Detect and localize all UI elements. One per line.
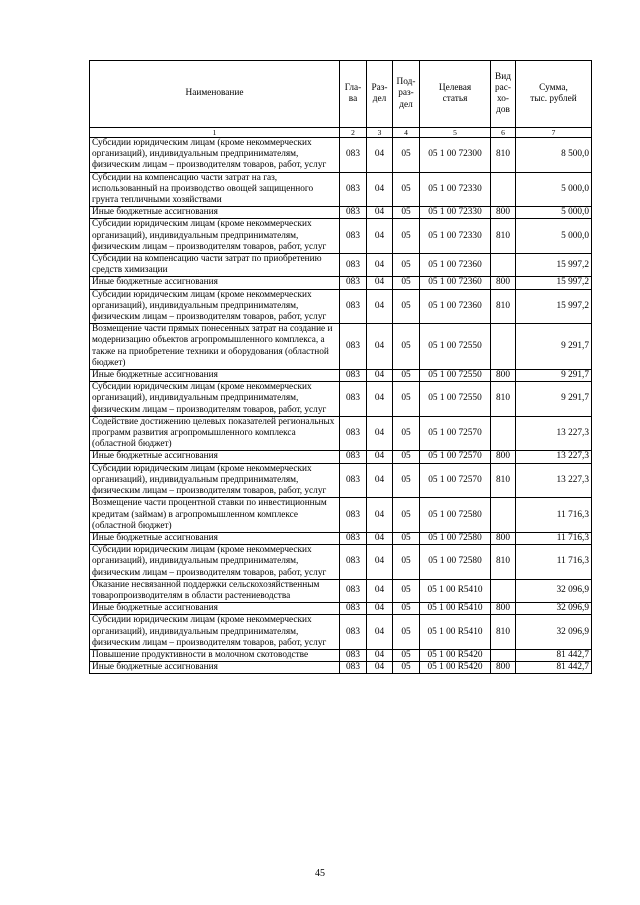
- cell-sum: 32 096,9: [516, 615, 592, 650]
- table-body: [90, 138, 592, 674]
- table-row: [90, 649, 592, 661]
- cell-razdel: 04: [367, 532, 393, 544]
- cell-razdel: 04: [367, 324, 393, 370]
- cell-vid: [491, 254, 516, 277]
- cell-vid: 800: [491, 370, 516, 382]
- table-row: [90, 207, 592, 219]
- table-row: [90, 324, 592, 370]
- cell-podrazdel: 05: [393, 382, 420, 417]
- table-row: [90, 451, 592, 463]
- cell-razdel: 04: [367, 370, 393, 382]
- cell-vid: 800: [491, 532, 516, 544]
- page-number: 45: [315, 868, 325, 879]
- cell-target: 05 1 00 R5420: [420, 649, 491, 661]
- cell-glava: 083: [340, 382, 367, 417]
- cell-sum: 81 442,7: [516, 662, 592, 674]
- cell-sum: 15 997,2: [516, 254, 592, 277]
- table-row: [90, 498, 592, 533]
- cell-name: Субсидии на компенсацию части затрат по приобретению средств химизации: [90, 254, 340, 277]
- cell-target: 05 1 00 72330: [420, 207, 491, 219]
- cell-name: Субсидии юридическим лицам (кроме некоммерческих организаций), индивидуальным предпринимателям, физическим лицам – производителям товаров, работ, услуг: [90, 463, 340, 498]
- cell-vid: 800: [491, 662, 516, 674]
- cell-target: 05 1 00 72550: [420, 382, 491, 417]
- cell-name: Иные бюджетные ассигнования: [90, 603, 340, 615]
- cell-name: Субсидии юридическим лицам (кроме некоммерческих организаций), индивидуальным предпринимателям, физическим лицам – производителям товаров, работ, услуг: [90, 289, 340, 324]
- cell-razdel: 04: [367, 254, 393, 277]
- cell-glava: 083: [340, 662, 367, 674]
- cell-razdel: 04: [367, 579, 393, 602]
- cell-razdel: 04: [367, 138, 393, 173]
- cell-name: Субсидии юридическим лицам (кроме некоммерческих организаций), индивидуальным предпринимателям, физическим лицам – производителям товаров, работ, услуг: [90, 138, 340, 173]
- cell-name: Иные бюджетные ассигнования: [90, 277, 340, 289]
- cell-sum: 13 227,3: [516, 463, 592, 498]
- table-row: [90, 532, 592, 544]
- table-row: [90, 370, 592, 382]
- cell-razdel: 04: [367, 498, 393, 533]
- cell-target: 05 1 00 72570: [420, 463, 491, 498]
- cell-podrazdel: 05: [393, 603, 420, 615]
- cell-target: 05 1 00 72330: [420, 172, 491, 207]
- cell-sum: 5 000,0: [516, 172, 592, 207]
- table-row: [90, 416, 592, 451]
- cell-podrazdel: 05: [393, 207, 420, 219]
- cell-glava: 083: [340, 138, 367, 173]
- cell-glava: 083: [340, 603, 367, 615]
- cell-podrazdel: 05: [393, 254, 420, 277]
- cell-razdel: 04: [367, 463, 393, 498]
- cell-name: Иные бюджетные ассигнования: [90, 662, 340, 674]
- column-number: 7: [516, 128, 592, 138]
- cell-sum: 9 291,7: [516, 370, 592, 382]
- table-row: [90, 219, 592, 254]
- cell-sum: 11 716,3: [516, 545, 592, 580]
- header-target: Целевая статья: [420, 61, 491, 128]
- cell-vid: 800: [491, 277, 516, 289]
- cell-podrazdel: 05: [393, 289, 420, 324]
- cell-vid: [491, 649, 516, 661]
- cell-sum: 15 997,2: [516, 277, 592, 289]
- cell-sum: 11 716,3: [516, 532, 592, 544]
- cell-vid: [491, 579, 516, 602]
- cell-vid: 810: [491, 615, 516, 650]
- cell-target: 05 1 00 72360: [420, 289, 491, 324]
- cell-vid: 810: [491, 382, 516, 417]
- cell-razdel: 04: [367, 382, 393, 417]
- cell-target: 05 1 00 72550: [420, 324, 491, 370]
- cell-vid: 810: [491, 463, 516, 498]
- cell-vid: [491, 172, 516, 207]
- cell-target: 05 1 00 R5410: [420, 579, 491, 602]
- cell-sum: 8 500,0: [516, 138, 592, 173]
- cell-sum: 11 716,3: [516, 498, 592, 533]
- cell-name: Субсидии юридическим лицам (кроме некоммерческих организаций), индивидуальным предпринимателям, физическим лицам – производителям товаров, работ, услуг: [90, 382, 340, 417]
- table-row: [90, 254, 592, 277]
- header-glava: Гла- ва: [340, 61, 367, 128]
- cell-razdel: 04: [367, 545, 393, 580]
- cell-name: Иные бюджетные ассигнования: [90, 451, 340, 463]
- table-row: [90, 277, 592, 289]
- cell-podrazdel: 05: [393, 545, 420, 580]
- cell-glava: 083: [340, 207, 367, 219]
- cell-podrazdel: 05: [393, 324, 420, 370]
- column-number: 4: [393, 128, 420, 138]
- cell-razdel: 04: [367, 416, 393, 451]
- cell-glava: 083: [340, 416, 367, 451]
- table-row: [90, 138, 592, 173]
- cell-name: Иные бюджетные ассигнования: [90, 370, 340, 382]
- cell-target: 05 1 00 72580: [420, 498, 491, 533]
- cell-sum: 13 227,3: [516, 451, 592, 463]
- cell-name: Субсидии юридическим лицам (кроме некоммерческих организаций), индивидуальным предпринимателям, физическим лицам – производителям товаров, работ, услуг: [90, 545, 340, 580]
- cell-sum: 5 000,0: [516, 219, 592, 254]
- cell-glava: 083: [340, 545, 367, 580]
- cell-glava: 083: [340, 324, 367, 370]
- cell-podrazdel: 05: [393, 532, 420, 544]
- header-razdel: Раз- дел: [367, 61, 393, 128]
- table-row: [90, 615, 592, 650]
- cell-sum: 81 442,7: [516, 649, 592, 661]
- cell-vid: [491, 498, 516, 533]
- column-number: 1: [90, 128, 340, 138]
- cell-podrazdel: 05: [393, 649, 420, 661]
- cell-razdel: 04: [367, 615, 393, 650]
- cell-podrazdel: 05: [393, 451, 420, 463]
- cell-vid: 810: [491, 219, 516, 254]
- header-podrazdel: Под- раз- дел: [393, 61, 420, 128]
- budget-table: [89, 60, 592, 674]
- cell-glava: 083: [340, 649, 367, 661]
- cell-name: Оказание несвязанной поддержки сельскохозяйственным товаропроизводителям в области растениеводства: [90, 579, 340, 602]
- cell-name: Возмещение части прямых понесенных затрат на создание и модернизацию объектов агропромышленного комплекса, а также на приобретение техники и оборудования (областной бюджет): [90, 324, 340, 370]
- cell-name: Возмещение части процентной ставки по инвестиционным кредитам (займам) в агропромышленном комплексе (областной бюджет): [90, 498, 340, 533]
- cell-sum: 15 997,2: [516, 289, 592, 324]
- cell-glava: 083: [340, 463, 367, 498]
- table-row: [90, 662, 592, 674]
- cell-glava: 083: [340, 172, 367, 207]
- cell-name: Иные бюджетные ассигнования: [90, 207, 340, 219]
- cell-razdel: 04: [367, 172, 393, 207]
- cell-podrazdel: 05: [393, 172, 420, 207]
- cell-name: Субсидии юридическим лицам (кроме некоммерческих организаций), индивидуальным предпринимателям, физическим лицам – производителям товаров, работ, услуг: [90, 615, 340, 650]
- cell-vid: 810: [491, 138, 516, 173]
- cell-glava: 083: [340, 579, 367, 602]
- cell-razdel: 04: [367, 649, 393, 661]
- cell-name: Субсидии на компенсацию части затрат на газ, использованный на производство овощей защищенного грунта тепличными хозяйствами: [90, 172, 340, 207]
- cell-vid: [491, 324, 516, 370]
- cell-podrazdel: 05: [393, 579, 420, 602]
- cell-sum: 32 096,9: [516, 579, 592, 602]
- cell-podrazdel: 05: [393, 662, 420, 674]
- column-number: 2: [340, 128, 367, 138]
- cell-target: 05 1 00 72570: [420, 416, 491, 451]
- cell-name: Повышение продуктивности в молочном скотоводстве: [90, 649, 340, 661]
- header-sum: Сумма, тыс. рублей: [516, 61, 592, 128]
- table-row: [90, 545, 592, 580]
- cell-sum: 9 291,7: [516, 382, 592, 417]
- cell-target: 05 1 00 R5420: [420, 662, 491, 674]
- header-name: Наименование: [90, 61, 340, 128]
- cell-name: Содействие достижению целевых показателей региональных программ развития агропромышленного комплекса (областной бюджет): [90, 416, 340, 451]
- cell-target: 05 1 00 R5410: [420, 603, 491, 615]
- cell-glava: 083: [340, 254, 367, 277]
- cell-podrazdel: 05: [393, 138, 420, 173]
- column-number: 6: [491, 128, 516, 138]
- cell-target: 05 1 00 72360: [420, 277, 491, 289]
- cell-name: Субсидии юридическим лицам (кроме некоммерческих организаций), индивидуальным предпринимателям, физическим лицам – производителям товаров, работ, услуг: [90, 219, 340, 254]
- cell-podrazdel: 05: [393, 498, 420, 533]
- cell-sum: 32 096,9: [516, 603, 592, 615]
- cell-podrazdel: 05: [393, 370, 420, 382]
- cell-target: 05 1 00 72580: [420, 532, 491, 544]
- table-row: [90, 463, 592, 498]
- table-row: [90, 289, 592, 324]
- cell-razdel: 04: [367, 207, 393, 219]
- cell-target: 05 1 00 72570: [420, 451, 491, 463]
- cell-glava: 083: [340, 615, 367, 650]
- column-number: 5: [420, 128, 491, 138]
- cell-target: 05 1 00 72360: [420, 254, 491, 277]
- table-row: [90, 579, 592, 602]
- cell-podrazdel: 05: [393, 277, 420, 289]
- table-row: [90, 172, 592, 207]
- cell-name: Иные бюджетные ассигнования: [90, 532, 340, 544]
- cell-glava: 083: [340, 370, 367, 382]
- cell-razdel: 04: [367, 219, 393, 254]
- cell-glava: 083: [340, 532, 367, 544]
- cell-razdel: 04: [367, 603, 393, 615]
- cell-sum: 5 000,0: [516, 207, 592, 219]
- cell-target: 05 1 00 72580: [420, 545, 491, 580]
- column-number-row: [90, 128, 592, 138]
- cell-podrazdel: 05: [393, 219, 420, 254]
- cell-glava: 083: [340, 451, 367, 463]
- cell-glava: 083: [340, 498, 367, 533]
- cell-vid: 800: [491, 603, 516, 615]
- cell-target: 05 1 00 72330: [420, 219, 491, 254]
- cell-sum: 13 227,3: [516, 416, 592, 451]
- cell-target: 05 1 00 72550: [420, 370, 491, 382]
- column-number: 3: [367, 128, 393, 138]
- cell-sum: 9 291,7: [516, 324, 592, 370]
- cell-vid: 810: [491, 289, 516, 324]
- cell-podrazdel: 05: [393, 463, 420, 498]
- cell-razdel: 04: [367, 662, 393, 674]
- cell-target: 05 1 00 R5410: [420, 615, 491, 650]
- cell-razdel: 04: [367, 277, 393, 289]
- table-row: [90, 382, 592, 417]
- cell-razdel: 04: [367, 289, 393, 324]
- cell-vid: 800: [491, 451, 516, 463]
- table-row: [90, 603, 592, 615]
- cell-target: 05 1 00 72300: [420, 138, 491, 173]
- cell-glava: 083: [340, 289, 367, 324]
- cell-glava: 083: [340, 219, 367, 254]
- cell-vid: 800: [491, 207, 516, 219]
- cell-podrazdel: 05: [393, 615, 420, 650]
- cell-vid: 810: [491, 545, 516, 580]
- cell-razdel: 04: [367, 451, 393, 463]
- cell-vid: [491, 416, 516, 451]
- table-header-row: [90, 61, 592, 128]
- cell-glava: 083: [340, 277, 367, 289]
- header-vid: Вид рас- хо- дов: [491, 61, 516, 128]
- cell-podrazdel: 05: [393, 416, 420, 451]
